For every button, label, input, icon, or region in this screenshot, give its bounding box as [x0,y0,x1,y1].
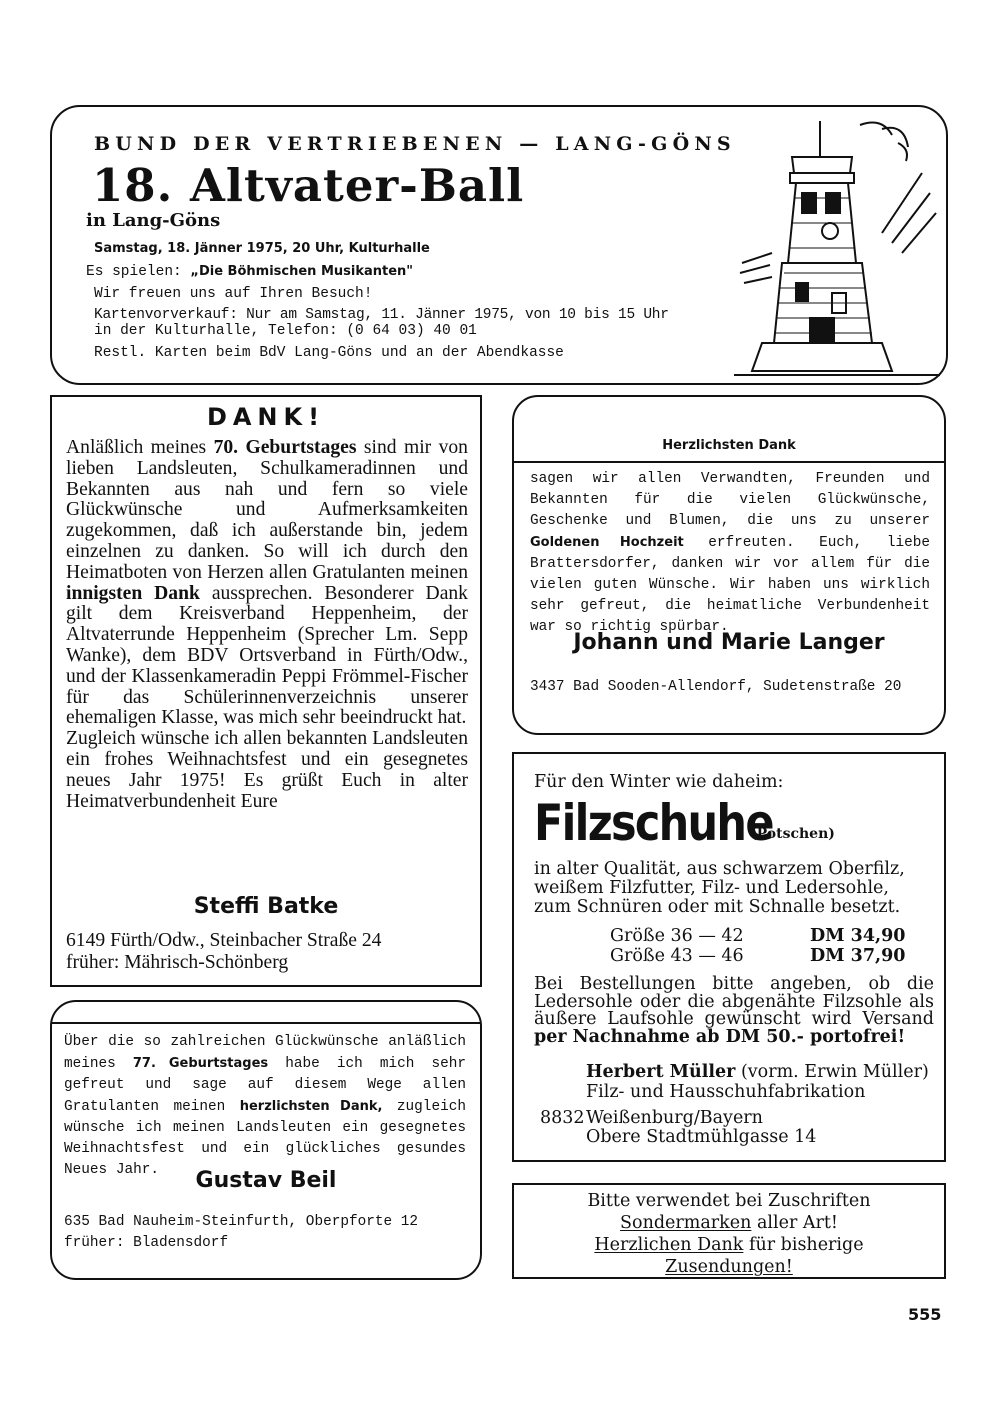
postal-code: 8832 [540,1108,585,1128]
dank-body [66,438,468,812]
page-number: 555 [908,1305,942,1324]
dank-address-line-2: früher: Mährisch-Schönberg [66,951,289,973]
langer-signature: Johann und Marie Langer [573,630,885,655]
beil-bold-thanks: herzlichsten Dank, [239,1099,383,1114]
filz-subtitle: (Potschen) [750,826,835,842]
beil-text-1: Über die so zahlreichen Glückwünsche anläßlich meines [64,1034,466,1072]
beil-text-2: habe ich mich sehr gefreut und sage auf diesem Wege allen Gratulanten meinen [64,1056,466,1115]
filz-desc-line-2: weißem Filzfutter, Filz- und Ledersohle, [534,878,889,898]
size-range-1: Größe 36 — 42 [610,926,744,946]
beil-body [64,1032,466,1181]
beil-text-3: zugleich wünsche ich meinen Landsleuten ein gesegnetes Weihnachtsfest und ein glückliches gesundes Neues Jahr. [64,1099,466,1178]
filz-address-line-1 [540,1109,816,1128]
beil-address [64,1212,418,1254]
company-line-1 [586,1062,929,1082]
company-note: (vorm. Erwin Müller) [735,1062,929,1082]
filzschuhe-ad [512,752,946,1162]
welcome-text: Wir freuen uns auf Ihren Besuch! [94,286,373,302]
stamps-line-2 [514,1212,944,1234]
filz-price-list [610,926,905,966]
presale-line-1: Kartenvorverkauf: Nur am Samstag, 11. Jänner 1975, von 10 bis 15 Uhr [94,307,669,323]
tower-illustration [732,113,942,381]
langer-notice [512,395,946,735]
company-line-2: Filz- und Hausschuhfabrikation [586,1082,866,1102]
dank-paragraph-1 [66,438,468,729]
band-line [86,264,413,280]
stamps-underlined-1: Sondermarken [620,1213,752,1233]
filz-company [586,1062,929,1102]
langer-address: 3437 Bad Sooden-Allendorf, Sudetenstraße 20 [530,679,902,695]
organization-name: BUND DER VERTRIEBENEN — LANG-GÖNS [94,133,736,155]
price-2: DM 37,90 [810,946,906,966]
dank-heading: DANK! [206,403,326,431]
size-range-2: Größe 43 — 46 [610,946,744,966]
beil-address-line-2: früher: Bladensdorf [64,1235,229,1251]
stamps-notice [512,1183,946,1279]
langer-text-1: sagen wir allen Verwandten, Freunden und Bekannten für die vielen Glückwünsche, Geschenke und Blumen, die uns zu unserer [530,471,930,529]
filz-intro: Für den Winter wie daheim: [534,772,784,792]
beil-signature: Gustav Beil [195,1168,337,1193]
price-1: DM 34,90 [810,926,906,946]
filz-brand: Filzschuhe [534,794,773,852]
dank-text-1: Anläßlich meines [66,437,214,458]
dank-paragraph-2: Zugleich wünsche ich allen bekannten Landsleuten ein frohes Weihnachtsfest und ein gesegnetes neues Jahr 1975! Es grüßt Euch in alter Heimatverbundenheit Eure [66,728,468,812]
band-name: „Die Böhmischen Musikanten" [190,264,414,279]
filz-address [540,1109,816,1147]
stamps-underlined-3: Zusendungen! [665,1257,793,1277]
event-date: Samstag, 18. Jänner 1975, 20 Uhr, Kulturhalle [94,241,430,256]
filz-address-line-2 [540,1128,816,1147]
stamps-line-2-rest: aller Art! [751,1213,838,1233]
filz-description [534,860,905,917]
filz-desc-line-1: in alter Qualität, aus schwarzem Oberfilz, [534,859,905,879]
langer-bold-wedding: Goldenen Hochzeit [530,535,684,550]
beil-divider [52,1022,480,1024]
event-place: in Lang-Göns [86,210,221,231]
dank-address-line-1: 6149 Fürth/Odw., Steinbacher Straße 24 [66,930,382,951]
order-bold: per Nachnahme ab DM 50.- portofrei! [534,1026,906,1047]
stamps-text [514,1190,944,1278]
dank-text-2: sind mir von lieben Landsleuten, Schulkameradinnen und Bekannten aus nah und fern so viele Glückwünsche und Aufmerksamkeiten zugekommen, daß ich außerstande bin, jedem einzelnen zu danken. So will ich durch den Heimatboten von Herzen allen Gratulanten meinen [66,437,468,583]
price-row-1 [610,926,905,946]
dank-bold-thanks: innigsten Dank [66,582,200,604]
band-prefix: Es spielen: [86,264,191,280]
beil-bold-birthday: 77. Geburtstages [132,1056,269,1071]
city: Weißenburg/Bayern [586,1108,763,1128]
order-text: Bei Bestellungen bitte angeben, ob die Ledersohle oder die abgenähte Filzsohle als äußere Laufsohle gewünscht wird Versand [534,974,934,1029]
presale-line-2: in der Kulturhalle, Telefon: (0 64 03) 40 01 [94,323,477,339]
langer-body [530,469,930,638]
company-name: Herbert Müller [586,1062,736,1082]
stamps-line-4 [514,1256,944,1278]
filz-desc-line-3: zum Schnüren oder mit Schnalle besetzt. [534,897,901,917]
beil-address-line-1: 635 Bad Nauheim-Steinfurth, Oberpforte 12 [64,1214,419,1230]
price-row-2 [610,946,905,966]
langer-divider [514,461,944,463]
dank-signature: Steffi Batke [193,894,339,919]
dank-notice-batke [50,395,482,987]
beil-notice [50,1000,482,1280]
langer-heading: Herzlichsten Dank [662,438,796,453]
langer-text-2: erfreuten. Euch, liebe Brattersdorfer, danken wir vor allem für die vielen guten Wünsche. Wir haben uns wirklich sehr gefreut, die heimatliche Verbundenheit war so richtig spürbar. [530,535,931,635]
street: Obere Stadtmühlgasse 14 [586,1127,817,1147]
event-title: 18. Altvater-Ball [92,159,525,212]
dank-bold-birthday: 70. Geburtstages [213,437,357,458]
dank-address [66,930,381,973]
stamps-line-1: Bitte verwendet bei Zuschriften [587,1191,871,1211]
stamps-line-3 [514,1234,944,1256]
remaining-tickets: Restl. Karten beim BdV Lang-Göns und an der Abendkasse [94,345,564,361]
stamps-underlined-2: Herzlichen Dank [594,1235,744,1255]
filz-order-info [534,976,934,1046]
altvater-ball-ad [50,105,948,385]
dank-text-3: aussprechen. Besonderer Dank gilt dem Kreisverband Heppenheim, der Altvaterrunde Heppenheim (Sprecher Lm. Sepp Wanke), dem BDV Ortsverband in Fürth/Odw., und der Klassenkameradin Peppi Frömmel-Fischer für das Schülerinnenverzeichnis unserer ehemaligen Klasse, was mich sehr beeindruckt hat. [66,582,468,729]
stamps-line-3-rest: für bisherige [743,1235,864,1255]
